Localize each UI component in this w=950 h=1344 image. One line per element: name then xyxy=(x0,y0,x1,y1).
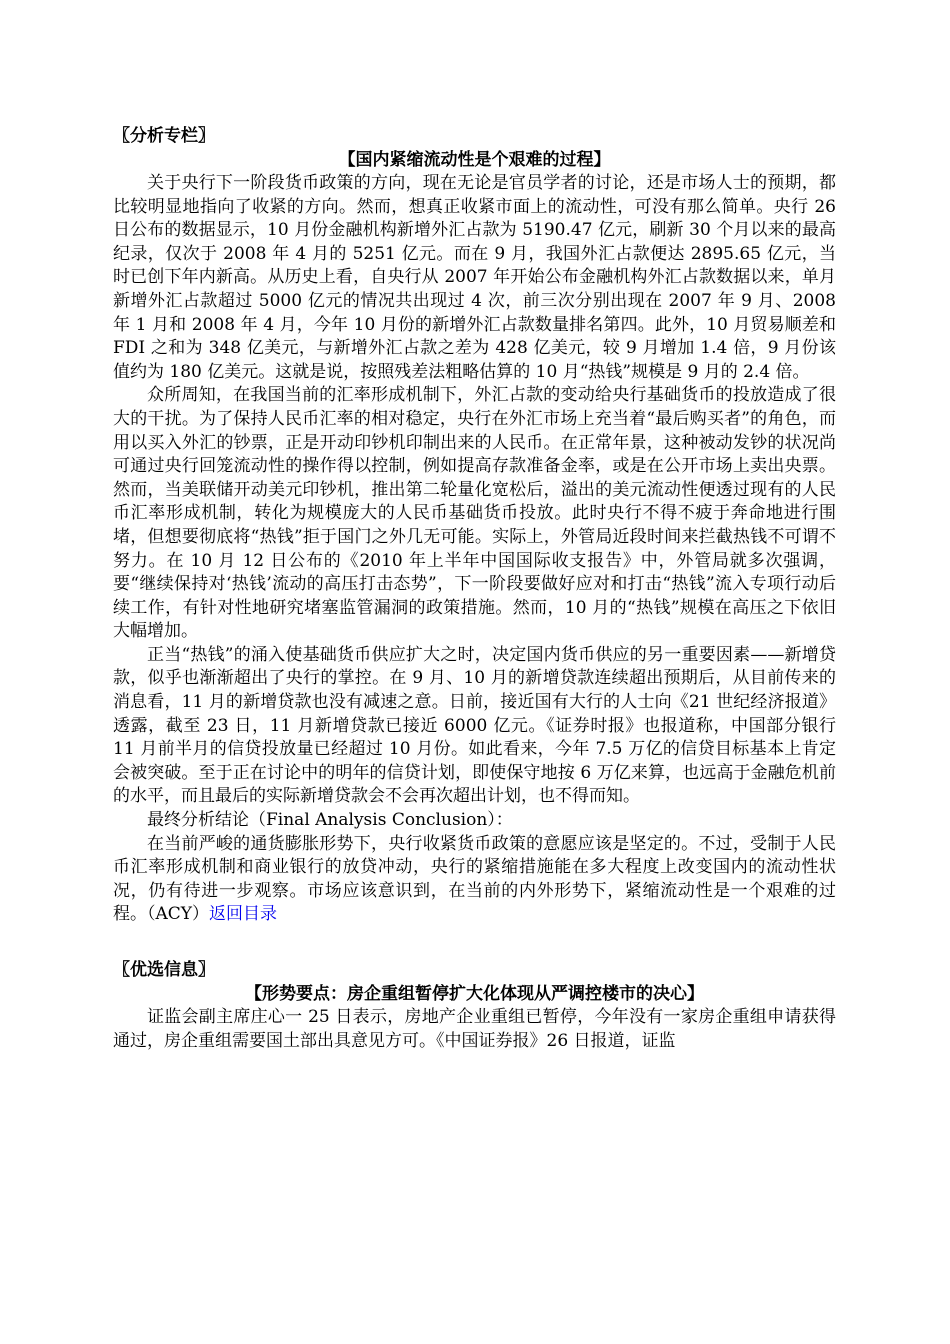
analysis-paragraph-2: 众所周知，在我国当前的汇率形成机制下，外汇占款的变动给央行基础货币的投放造成了很大的干扰。为了保持人民币汇率的相对稳定，央行在外汇市场上充当着“最后购买者”的角色，而用以买入外汇的钞票，正是开动印钞机印制出来的人民币。在正常年景，这种被动发钞的状况尚可通过央行回笼流动性的操作得以控制，例如提高存款准备金率，或是在公开市场上卖出央票。然而，当美联储开动美元印钞机，推出第二轮量化宽松后，溢出的美元流动性便透过现有的人民币汇率形成机制，转化为规模庞大的人民币基础货币投放。此时央行不得不疲于奔命地进行围堵，但想要彻底将“热钱”拒于国门之外几无可能。实际上，外管局近段时间来拦截热钱不可谓不努力。在 10 月 12 日公布的《2010 年上半年中国国际收支报告》中，外管局就多次强调，要“继续保持对‘热钱’流动的高压打击态势”，下一阶段要做好应对和打击“热钱”流入专项行动后续工作，有针对性地研究堵塞监管漏洞的政策措施。然而，10 月的“热钱”规模在高压之下依旧大幅增加。 xyxy=(113,385,836,642)
article-title: 【国内紧缩流动性是个艰难的过程】 xyxy=(338,150,611,170)
analysis-paragraph-1: 关于央行下一阶段货币政策的方向，现在无论是官员学者的讨论，还是市场人士的预期，都比较明显地指向了收紧的方向。然而，想真正收紧市面上的流动性，可没有那么简单。央行 26 日公布的数据显示，10 月份金融机构新增外汇占款为 5190.47 亿元，刷新 30 个月以来的最高纪录，仅次于 2008 年 4 月的 5251 亿元。而在 9 月，我国外汇占款便达 2895.65 亿元，当时已创下年内新高。从历史上看，自央行从 2007 年开始公布金融机构外汇占款数据以来，单月新增外汇占款超过 5000 亿元的情况共出现过 4 次，前三次分别出现在 2007 年 9 月、2008 年 1 月和 2008 年 4 月，今年 10 月份的新增外汇占款数量排名第四。此外，10 月贸易顺差和 FDI 之和为 348 亿美元，与新增外汇占款之差为 428 亿美元，较 9 月增加 1.4 倍，9 月份该值约为 180 亿美元。这就是说，按照残差法粗略估算的 10 月“热钱”规模是 9 月的 2.4 倍。 xyxy=(113,173,836,382)
selected-paragraph-1: 证监会副主席庄心一 25 日表示，房地产企业重组已暂停，今年没有一家房企重组申请获得通过，房企重组需要国土部出具意见方可。《中国证券报》26 日报道，证监 xyxy=(113,1007,836,1051)
section-label-selected: 〖优选信息〗 xyxy=(113,960,215,980)
conclusion-text: 在当前严峻的通货膨胀形势下，央行收紧货币政策的意愿应该是坚定的。不过，受制于人民币汇率形成机制和商业银行的放贷冲动，央行的紧缩措施能在多大程度上改变国内的流动性状况，仍有待进一步观察。市场应该意识到，在当前的内外形势下，紧缩流动性是一个艰难的过程。（ACY） xyxy=(113,833,836,925)
conclusion-heading: 最终分析结论（Final Analysis Conclusion）： xyxy=(147,810,513,831)
analysis-paragraph-3: 正当“热钱”的涌入使基础货币供应扩大之时，决定国内货币供应的另一重要因素——新增贷款，似乎也渐渐超出了央行的掌控。在 9 月、10 月的新增贷款连续超出预期后，从目前传来的消息看，11 月的新增贷款也没有减速之意。日前，接近国有大行的人士向《21 世纪经济报道》透露，截至 23 日，11 月新增贷款已接近 6000 亿元。《证券时报》也报道称，中国部分银行 11 月前半月的信贷投放量已经超过 10 月份。如此看来，今年 7.5 万亿的信贷目标基本上肯定会被突破。至于正在讨论中的明年的信贷计划，即使保守地按 6 万亿来算，也远高于金融危机前的水平，而且最后的实际新增贷款会不会再次超出计划，也不得而知。 xyxy=(113,644,836,807)
selected-article-title: 【形势要点：房企重组暂停扩大化体现从严调控楼市的决心】 xyxy=(245,984,704,1004)
document-page xyxy=(113,124,836,1053)
section-spacer xyxy=(113,927,836,958)
section-label-analysis: 〖分析专栏〗 xyxy=(113,126,215,146)
back-to-contents-link[interactable]: 返回目录 xyxy=(209,904,278,925)
conclusion-paragraph xyxy=(113,833,836,927)
